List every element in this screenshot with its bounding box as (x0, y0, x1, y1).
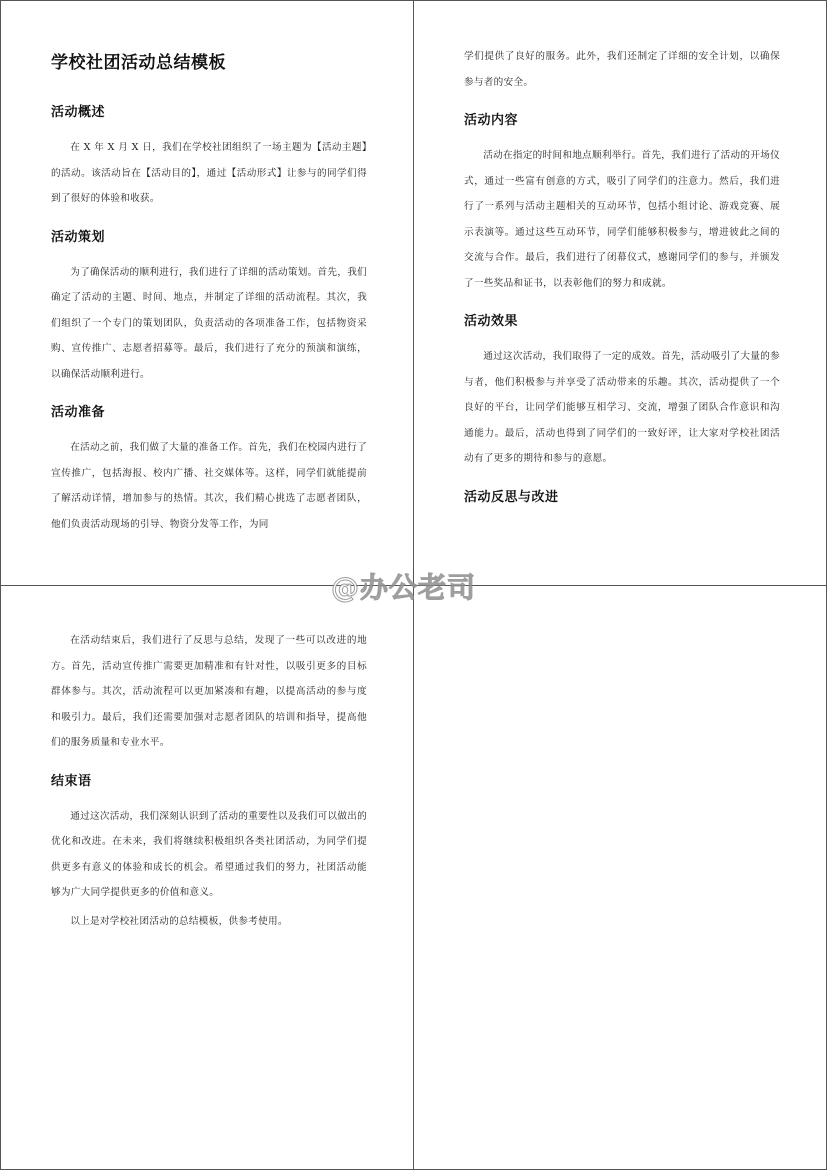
watermark-text: @办公老司 (331, 571, 477, 604)
document-title: 学校社团活动总结模板 (51, 53, 226, 73)
section-heading-preparation: 活动准备 (51, 405, 106, 420)
section-body-preparation-part2: 学们提供了良好的服务。此外，我们还制定了详细的安全计划，以确保参与者的安全。 (464, 51, 780, 88)
section-body-effect: 通过这次活动，我们取得了一定的成效。首先，活动吸引了大量的参与者，他们积极参与并享受了活动带来的乐趣。其次，活动提供了一个良好的平台，让同学们能够互相学习、交流，增强了团队合作意识和沟通能力。最后，活动也得到了同学们的一致好评，让大家对学校社团活动有了更多的期待和参与的意愿。 (464, 351, 780, 464)
section-heading-conclusion: 结束语 (51, 773, 92, 789)
section-body-preparation-part1: 在活动之前，我们做了大量的准备工作。首先，我们在校园内进行了宣传推广，包括海报、校内广播、社交媒体等。这样，同学们就能提前了解活动详情，增加参与的热情。其次，我们精心挑选了志愿者团队，他们负责活动现场的引导、物资分发等工作，为同 (51, 442, 367, 530)
section-heading-content: 活动内容 (464, 113, 519, 128)
page-top-right (464, 44, 780, 505)
closing-note: 以上是对学校社团活动的总结模板，供参考使用。 (70, 915, 288, 927)
section-body-content: 活动在指定的时间和地点顺利举行。首先，我们进行了活动的开场仪式，通过一些富有创意的方式，吸引了同学们的注意力。然后，我们进行了一系列与活动主题相关的互动环节，包括小组讨论、游戏竞赛、展示表演等。通过这些互动环节，同学们能够积极参与，增进彼此之间的交流与合作。最后，我们进行了闭幕仪式，感谢同学们的参与，并颁发了一些奖品和证书，以表彰他们的努力和成就。 (464, 150, 780, 289)
page-top-left (51, 48, 367, 537)
section-heading-reflection: 活动反思与改进 (464, 489, 559, 505)
section-body-conclusion: 通过这次活动，我们深刻认识到了活动的重要性以及我们可以做出的优化和改进。在未来，我们将继续积极组织各类社团活动，为同学们提供更多有意义的体验和成长的机会。希望通过我们的努力，社团活动能够为广大同学提供更多的价值和意义。 (51, 810, 367, 898)
section-heading-overview: 活动概述 (51, 105, 106, 120)
page-bottom-left (51, 628, 367, 934)
section-heading-planning: 活动策划 (51, 229, 106, 245)
section-body-overview: 在 X 年 X 月 X 日，我们在学校社团组织了一场主题为【活动主题】的活动。该活动旨在【活动目的】，通过【活动形式】让参与的同学们得到了很好的体验和收获。 (51, 142, 367, 204)
section-heading-effect: 活动效果 (464, 314, 519, 329)
section-body-reflection: 在活动结束后，我们进行了反思与总结，发现了一些可以改进的地方。首先，活动宣传推广需要更加精准和有针对性，以吸引更多的目标群体参与。其次，活动流程可以更加紧凑和有趣，以提高活动的参与度和吸引力。最后，我们还需要加强对志愿者团队的培训和指导，提高他们的服务质量和专业水平。 (51, 635, 367, 748)
section-body-planning: 为了确保活动的顺利进行，我们进行了详细的活动策划。首先，我们确定了活动的主题、时间、地点，并制定了详细的活动流程。其次，我们组织了一个专门的策划团队，负责活动的各项准备工作，包括物资采购、宣传推广、志愿者招募等。最后，我们进行了充分的预演和演练，以确保活动顺利进行。 (51, 266, 367, 380)
